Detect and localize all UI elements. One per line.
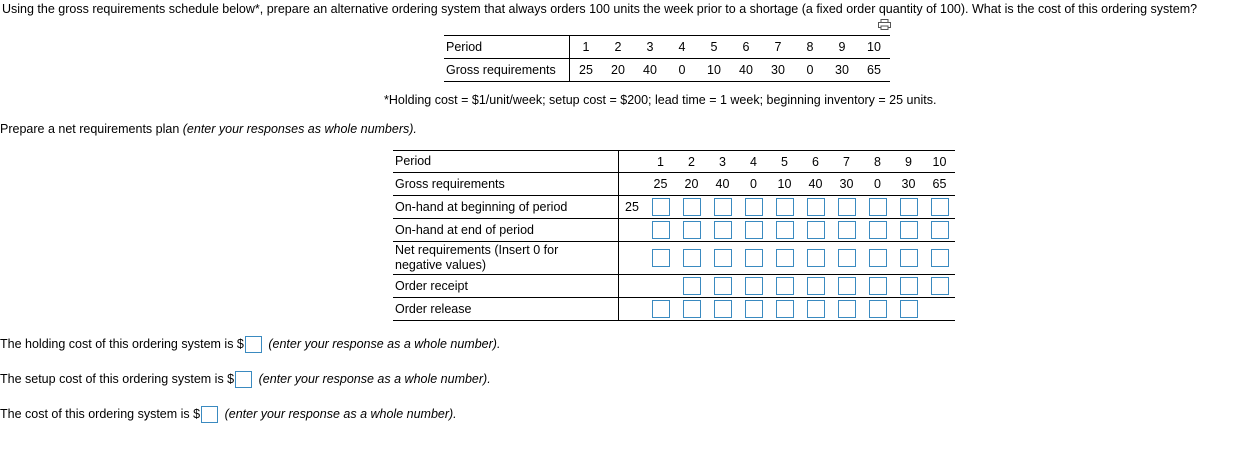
onhand-begin-input[interactable] xyxy=(776,198,794,216)
onhand-begin-input[interactable] xyxy=(807,198,825,216)
onhand-begin-input[interactable] xyxy=(900,198,918,216)
onhand-end-input[interactable] xyxy=(652,221,670,239)
net-requirement-input[interactable] xyxy=(683,249,701,267)
order-receipt-input[interactable] xyxy=(807,277,825,295)
setup-cost-line xyxy=(0,371,491,388)
onhand-begin-input[interactable] xyxy=(869,198,887,216)
onhand-begin-input[interactable] xyxy=(714,198,732,216)
schedule-period-cell: 8 xyxy=(794,36,826,59)
plan-period-cell: 7 xyxy=(843,154,850,169)
net-requirement-input[interactable] xyxy=(931,249,949,267)
plan-onhand-end-label: On-hand at end of period xyxy=(395,222,534,237)
onhand-end-input[interactable] xyxy=(776,221,794,239)
plan-gross-cell: 40 xyxy=(808,177,823,191)
initial-onhand-value: 25 xyxy=(619,196,646,219)
schedule-gross-cell: 0 xyxy=(666,59,698,82)
schedule-gross-cell: 30 xyxy=(826,59,858,82)
schedule-period-cell: 3 xyxy=(634,36,666,59)
schedule-gross-cell: 30 xyxy=(762,59,794,82)
order-receipt-input[interactable] xyxy=(869,277,887,295)
plan-order-receipt-label: Order receipt xyxy=(395,278,468,293)
schedule-period-cell: 4 xyxy=(666,36,698,59)
onhand-end-input[interactable] xyxy=(807,221,825,239)
onhand-end-input[interactable] xyxy=(900,221,918,239)
plan-period-cell: 4 xyxy=(750,154,757,169)
plan-onhand-end-row xyxy=(393,219,955,242)
order-release-input[interactable] xyxy=(683,300,701,318)
order-release-input[interactable] xyxy=(776,300,794,318)
holding-cost-line xyxy=(0,336,500,353)
plan-gross-cell: 65 xyxy=(932,177,947,191)
plan-gross-cell: 0 xyxy=(750,177,757,191)
schedule-period-row xyxy=(444,36,890,59)
total-cost-input[interactable] xyxy=(201,406,218,423)
plan-period-cell: 8 xyxy=(874,154,881,169)
schedule-gross-cell: 65 xyxy=(858,59,890,82)
onhand-end-input[interactable] xyxy=(683,221,701,239)
schedule-period-label: Period xyxy=(444,36,570,59)
schedule-gross-cell: 10 xyxy=(698,59,730,82)
plan-order-receipt-row xyxy=(393,275,955,298)
order-release-input[interactable] xyxy=(900,300,918,318)
plan-period-cell: 5 xyxy=(781,154,788,169)
question-text: Using the gross requirements schedule below*, prepare an alternative ordering system that always orders 100 units the week prior to a shortage (a fixed order quantity of 100). What is the cost of this ordering system? xyxy=(2,2,1198,16)
schedule-gross-cell: 0 xyxy=(794,59,826,82)
plan-net-label-line1: Net requirements (Insert 0 for xyxy=(395,243,559,257)
plan-gross-label: Gross requirements xyxy=(395,176,505,191)
plan-period-cell: 2 xyxy=(688,154,695,169)
order-release-input[interactable] xyxy=(745,300,763,318)
schedule-period-cell: 10 xyxy=(858,36,890,59)
prepare-hint: (enter your responses as whole numbers). xyxy=(182,122,417,136)
plan-onhand-begin-row xyxy=(393,196,955,219)
total-cost-line xyxy=(0,406,457,423)
plan-period-label: Period xyxy=(395,154,432,168)
order-release-input[interactable] xyxy=(652,300,670,318)
net-requirements-table xyxy=(393,150,955,321)
net-requirement-input[interactable] xyxy=(807,249,825,267)
plan-net-row xyxy=(393,242,955,275)
setup-cost-hint: (enter your response as a whole number). xyxy=(258,371,491,386)
onhand-begin-input[interactable] xyxy=(931,198,949,216)
order-receipt-input[interactable] xyxy=(931,277,949,295)
schedule-gross-cell: 20 xyxy=(602,59,634,82)
onhand-end-input[interactable] xyxy=(838,221,856,239)
plan-gross-cell: 10 xyxy=(777,177,792,191)
onhand-end-input[interactable] xyxy=(869,221,887,239)
order-receipt-input[interactable] xyxy=(745,277,763,295)
order-receipt-input[interactable] xyxy=(838,277,856,295)
onhand-begin-input[interactable] xyxy=(745,198,763,216)
net-requirement-input[interactable] xyxy=(776,249,794,267)
plan-period-cell: 9 xyxy=(905,154,912,169)
plan-net-label xyxy=(393,242,619,275)
net-requirement-input[interactable] xyxy=(745,249,763,267)
plan-gross-cell: 30 xyxy=(901,177,916,191)
footnote: *Holding cost = $1/unit/week; setup cost = $200; lead time = 1 week; beginning inventory = 25 units. xyxy=(384,93,937,107)
holding-cost-hint: (enter your response as a whole number). xyxy=(268,336,501,351)
schedule-gross-label: Gross requirements xyxy=(444,59,570,82)
schedule-period-cell: 7 xyxy=(762,36,794,59)
setup-cost-prefix: The setup cost of this ordering system is $ xyxy=(0,371,235,386)
total-cost-prefix: The cost of this ordering system is $ xyxy=(0,406,201,421)
onhand-begin-input[interactable] xyxy=(838,198,856,216)
schedule-period-cell: 6 xyxy=(730,36,762,59)
onhand-end-input[interactable] xyxy=(745,221,763,239)
order-release-input[interactable] xyxy=(714,300,732,318)
plan-period-row xyxy=(393,151,955,173)
order-receipt-input[interactable] xyxy=(683,277,701,295)
plan-gross-row xyxy=(393,173,955,196)
order-release-input[interactable] xyxy=(807,300,825,318)
holding-cost-input[interactable] xyxy=(245,336,262,353)
holding-cost-prefix: The holding cost of this ordering system is $ xyxy=(0,336,244,351)
onhand-end-input[interactable] xyxy=(931,221,949,239)
plan-gross-cell: 25 xyxy=(653,177,668,191)
schedule-gross-row xyxy=(444,59,890,82)
plan-gross-cell: 30 xyxy=(839,177,854,191)
schedule-gross-cell: 40 xyxy=(730,59,762,82)
schedule-period-cell: 2 xyxy=(602,36,634,59)
total-cost-hint: (enter your response as a whole number). xyxy=(224,406,457,421)
plan-period-cell: 3 xyxy=(719,154,726,169)
plan-order-release-label: Order release xyxy=(395,301,472,316)
print-icon[interactable] xyxy=(878,19,891,30)
prepare-text: Prepare a net requirements plan xyxy=(0,122,183,136)
net-requirement-input[interactable] xyxy=(900,249,918,267)
plan-net-label-line2: negative values) xyxy=(395,258,487,272)
plan-period-cell: 1 xyxy=(657,154,664,169)
order-receipt-input[interactable] xyxy=(714,277,732,295)
net-requirement-input[interactable] xyxy=(714,249,732,267)
onhand-begin-input[interactable] xyxy=(652,198,670,216)
plan-order-release-row xyxy=(393,298,955,321)
plan-gross-cell: 40 xyxy=(715,177,730,191)
schedule-gross-cell: 25 xyxy=(570,59,603,82)
net-requirement-input[interactable] xyxy=(869,249,887,267)
onhand-end-input[interactable] xyxy=(714,221,732,239)
order-receipt-input[interactable] xyxy=(900,277,918,295)
schedule-period-cell: 1 xyxy=(570,36,603,59)
schedule-period-cell: 9 xyxy=(826,36,858,59)
gross-schedule-table xyxy=(444,35,890,82)
plan-gross-cell: 0 xyxy=(874,177,881,191)
plan-period-cell: 6 xyxy=(812,154,819,169)
plan-period-cell: 10 xyxy=(932,154,947,169)
net-requirement-input[interactable] xyxy=(838,249,856,267)
plan-onhand-begin-label: On-hand at beginning of period xyxy=(395,199,568,214)
net-requirement-input[interactable] xyxy=(652,249,670,267)
order-release-input[interactable] xyxy=(838,300,856,318)
prepare-instruction xyxy=(0,122,417,136)
schedule-period-cell: 5 xyxy=(698,36,730,59)
setup-cost-input[interactable] xyxy=(235,371,252,388)
schedule-gross-cell: 40 xyxy=(634,59,666,82)
order-receipt-input[interactable] xyxy=(776,277,794,295)
onhand-begin-input[interactable] xyxy=(683,198,701,216)
order-release-input[interactable] xyxy=(869,300,887,318)
plan-gross-cell: 20 xyxy=(684,177,699,191)
